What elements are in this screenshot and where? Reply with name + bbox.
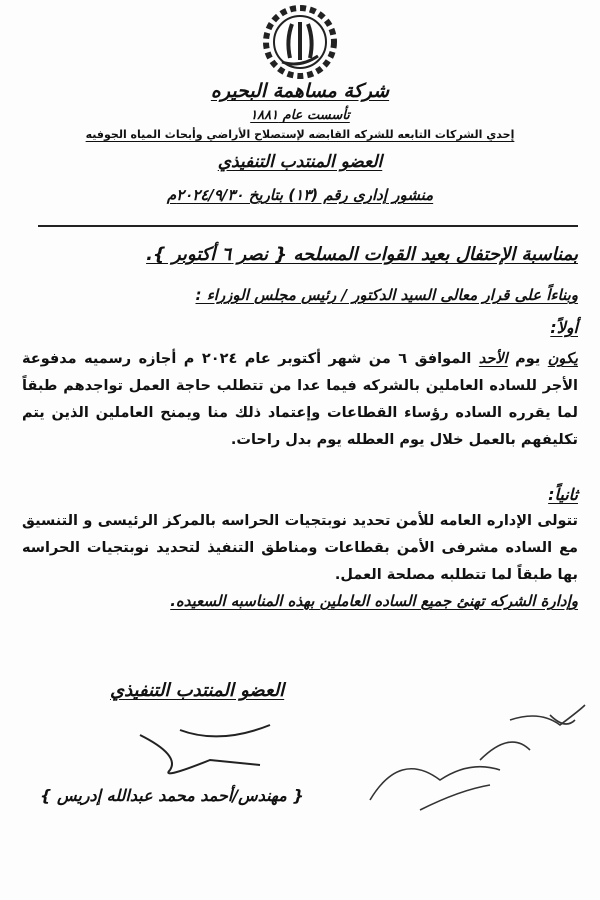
closing-greeting: وإدارة الشركه تهنئ جميع الساده العاملين بهذه المناسبه السعيده. xyxy=(170,592,578,610)
company-name: شركة مساهمة البحيره xyxy=(210,80,390,102)
basis-line: وبناءاً على قرار معالى السيد الدكتور / رئيس مجلس الوزراء : xyxy=(195,286,578,304)
subject-line: بمناسبة الإحتفال بعيد القوات المسلحه { نصر ٦ أكتوبر }. xyxy=(146,244,578,265)
handwritten-annotation-icon xyxy=(360,690,590,830)
company-logo-icon xyxy=(256,2,344,80)
signatory-name: { مهندس/أحمد محمد عبدالله إدريس } xyxy=(40,786,304,805)
day-label: يوم xyxy=(515,351,541,367)
handwritten-signature-icon xyxy=(120,715,280,785)
first-heading: أولاً: xyxy=(550,318,578,337)
first-text: الموافق ٦ من شهر أكتوبر عام ٢٠٢٤ م أجازه رسميه مدفوعة الأجر للساده العاملين بالشركه فيما عدا من تتطلب حاجة العمل تواجدهم طبقاً لما يقرره الساده رؤساء القطاعات وإعتماد ذلك منا ويمنح العاملين الذين يتم تكليفهم بالعمل خلال يوم العطله يوم بدل راحات. xyxy=(22,351,578,448)
second-heading: ثانياً: xyxy=(548,485,578,504)
founded-year: تأسست عام ١٨٨١ xyxy=(250,108,350,123)
office-title: العضو المنتدب التنفيذي xyxy=(217,152,383,172)
day-name: الأحد xyxy=(478,351,508,367)
second-paragraph: تتولى الإداره العامه للأمن تحديد نوبتجيات الحراسه بالمركز الرئيسى و التنسيق مع الساده مشرفى الأمن بقطاعات ومناطق التنفيذ لتحديد نوبتجيات الحراسه بها طبقاً لما تتطلبه مصلحة العمل. xyxy=(22,513,578,583)
first-paragraph xyxy=(22,346,578,454)
header-divider xyxy=(38,225,578,227)
signature-title: العضو المنتدب التنفيذي xyxy=(110,680,285,701)
circular-number-date: منشور إدارى رقم (١٣) بتاريخ ٢٠٢٤/٩/٣٠م xyxy=(166,186,434,204)
affiliation: إحدي الشركات التابعه للشركه القابضه لإستصلاح الأراضي وأبحاث المياه الجوفيه xyxy=(85,128,515,141)
first-lead: يكون xyxy=(547,351,578,367)
